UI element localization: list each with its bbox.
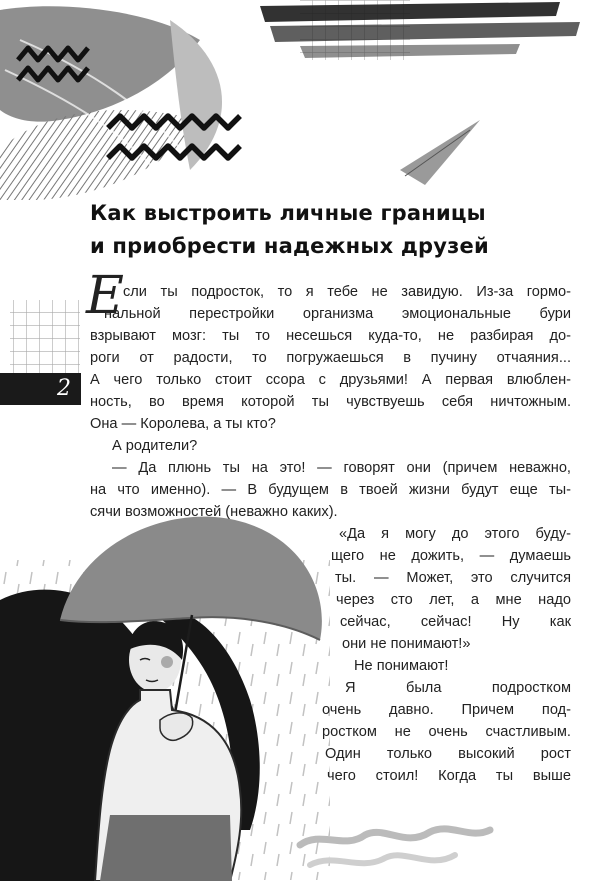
text-line: через сто лет, а мне надо [336, 592, 571, 608]
text-line: «Да я могу до этого буду- [339, 526, 571, 542]
text-line: ность, во время которой ты чувствуешь себя ничтожным. [90, 394, 571, 410]
text-line: на что именно). — В будущем в твоей жизни будут еще ты- [90, 482, 571, 498]
chapter-title-line-2: и приобрести надежных друзей [90, 234, 489, 258]
text-line: сячи возможностей (неважно каких). [90, 504, 338, 520]
text-line: щего не дожить, — думаешь [331, 548, 571, 564]
text-line: роги от радости, то погружаешься в пучину отчаяния... [90, 350, 571, 366]
text-line: Она — Королева, а ты кто? [90, 416, 276, 432]
text-line: А чего только стоит ссора с друзьями! А первая влюблен- [90, 372, 571, 388]
drop-cap: Е [86, 266, 124, 326]
text-line: ростком не очень счастливым. [322, 724, 571, 740]
chapter-title-line-1: Как выстроить личные границы [90, 201, 486, 225]
text-line: чего стоил! Когда ты выше [327, 768, 571, 784]
text-line: — Да плюнь ты на это! — говорят они (причем неважно, [112, 460, 571, 476]
text-line: Один только высокий рост [325, 746, 571, 762]
text-line: взрывают мозг: ты то несешься куда-то, не разбирая до- [90, 328, 571, 344]
text-line: Не понимают! [354, 658, 449, 674]
text-line: Я была подростком [345, 680, 571, 696]
text-line: сли ты подросток, то я тебе не завидую. Из-за гормо- [123, 284, 571, 300]
text-line: А родители? [112, 438, 198, 454]
text-line: нальной перестройки организма эмоциональные бури [104, 306, 571, 322]
text-line: сейчас, сейчас! Ну как [340, 614, 571, 630]
text-line: ты. — Может, это случится [335, 570, 571, 586]
text-line: очень давно. Причем под- [322, 702, 571, 718]
text-line: они не понимают!» [342, 636, 471, 652]
page-number: 2 [0, 373, 81, 405]
